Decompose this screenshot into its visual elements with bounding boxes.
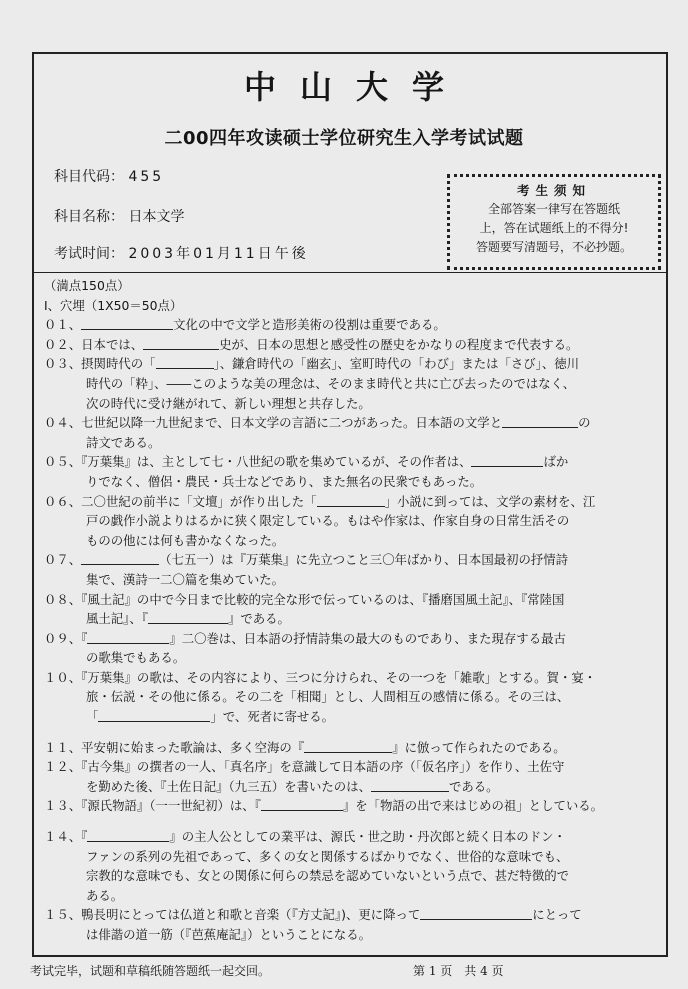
subject-code-label: 科目代码：: [54, 169, 124, 185]
university-name: 中山大学: [243, 68, 468, 106]
header-divider: [32, 272, 668, 273]
q-text: 史が、日本の思想と感受性の歴史をかなりの程度まで代表する。: [219, 336, 579, 352]
q-text: 」で、死者に寄せる。: [210, 709, 335, 725]
exam-time-value: 2003年01月11日午後: [128, 246, 309, 262]
q-text: 』を「物語の出で来はじめの祖」としている。: [342, 798, 604, 814]
answer-blank: [317, 493, 385, 507]
notice-title: 考生须知: [516, 183, 591, 198]
subject-name-value: 日本文学: [128, 209, 185, 225]
q-text: ばか: [543, 454, 569, 470]
question-10: [44, 668, 668, 688]
answer-blank: [304, 739, 392, 753]
answer-blank: [81, 316, 173, 330]
q-text-cont: りでなく、僧侶・農民・兵士などであり、また無名の民衆でもあった。: [86, 473, 483, 489]
q-text-cont: 集で、漢詩一二〇篇を集めていた。: [86, 571, 285, 587]
answer-blank: [420, 906, 532, 920]
q-text: １５、鴨長明にとっては仏道と和歌と音楽（『方丈記』)、更に降って: [44, 907, 421, 923]
q-text: 文化の中で文学と造形美術の役割は重要である。: [173, 317, 446, 333]
q-text-cont: ある。: [86, 887, 124, 903]
section-heading: Ⅰ、穴埋（1X50＝50点）: [44, 297, 183, 313]
exam-time-label: 考试时间：: [54, 246, 124, 262]
subject-name-label: 科目名称：: [54, 209, 124, 225]
question-08: [44, 590, 668, 610]
page-number: 第 1 页 共 4 页: [413, 964, 504, 978]
q-text-cont: ものの他には何も書かなくなった。: [86, 532, 285, 548]
q-text: ０１、: [44, 317, 82, 333]
q-text: ０５、『万葉集』は、主として七・八世紀の歌を集めているが、その作者は、: [44, 454, 472, 470]
q-text-cont: の歌集でもある。: [86, 650, 186, 666]
q-text: （七五一）は『万葉集』に先立つこと三〇年ばかり、日本国最初の抒情詩: [159, 552, 569, 568]
q-text: 」小説に到っては、文学の素材を、江: [384, 493, 596, 509]
q-text: １４、『: [44, 829, 88, 845]
answer-blank: [371, 778, 449, 792]
question-15: [44, 905, 668, 925]
q-text: ０４、七世紀以降一九世紀まで、日本文学の言語に二つがあった。日本語の文学と: [44, 415, 503, 431]
q-text-cont: 次の時代に受け継がれて、新しい理想と共存した。: [86, 395, 371, 411]
q-text: を勤めた後、『土佐日記』（九三五）を書いたのは、: [86, 778, 371, 794]
q-text: である。: [448, 778, 499, 794]
question-list: [44, 276, 668, 945]
q-text-cont: 宗教的な意味でも、女との関係に何らの禁忌を認めていないという点で、甚だ特徴的で: [86, 868, 569, 884]
question-14: [44, 827, 668, 847]
notice-line: 答题要写清题号，不必抄题。: [475, 240, 632, 254]
answer-blank: [98, 708, 210, 722]
question-12-cont: [44, 777, 668, 797]
q-text: ０９、『: [44, 630, 88, 646]
answer-blank: [502, 414, 578, 428]
answer-blank: [148, 610, 228, 624]
notice-line: 上，答在试题纸上的不得分!: [479, 221, 629, 235]
exam-time: [54, 243, 309, 263]
question-04: [44, 413, 668, 433]
question-01: [44, 315, 668, 335]
exam-title: 二00四年攻读硕士学位研究生入学考试试题: [164, 128, 524, 149]
score-total: （満点150点）: [44, 278, 130, 293]
q-text: 』の主人公としての業平は、源氏・世之助・丹次郎と続く日本のドン・: [169, 829, 566, 845]
question-07: [44, 550, 668, 570]
question-02: [44, 335, 668, 355]
q-text: 』に倣って作られたのである。: [392, 739, 566, 755]
question-05: [44, 452, 668, 472]
q-text: ０８、『風土記』の中で今日まで比較的完全な形で伝っているのは、『播磨国風土記』、『常陸国: [44, 591, 565, 607]
question-12: [44, 757, 668, 777]
question-08-cont: [44, 609, 668, 629]
q-text-cont: は俳諧の道一筋（『芭蕉庵記』）ということになる。: [86, 927, 371, 942]
answer-blank: [81, 551, 159, 565]
q-text-cont: 旅・伝説・その他に係る。その二を「相聞」とし、人間相互の感情に係る。その三は、: [86, 689, 570, 705]
q-text: 』二〇巻は、日本語の抒情詩集の最大のものであり、また現存する最古: [169, 630, 566, 646]
subject-code-value: 455: [128, 169, 165, 185]
q-text: ０７、: [44, 552, 82, 568]
q-text: 」、鎌倉時代の「幽玄」、室町時代の「わび」または「さび」、徳川: [213, 356, 580, 372]
answer-blank: [143, 336, 219, 350]
question-11: [44, 738, 668, 758]
q-text: の: [578, 415, 591, 431]
q-text: １３、『源氏物語』（一一世紀初）は、『: [44, 798, 261, 814]
notice-line: 全部答案一律写在答题纸: [487, 202, 620, 216]
question-10-cont: [44, 707, 668, 727]
candidate-notice-box: [447, 174, 661, 270]
answer-blank: [261, 797, 343, 811]
q-text: 』である。: [227, 611, 290, 627]
q-text-cont: ファンの系列の先祖であって、多くの女と関係するばかりでなく、世俗的な意味でも、: [86, 848, 569, 864]
subject-code: [54, 166, 164, 186]
q-text: ０２、日本では、: [44, 336, 144, 352]
answer-blank: [156, 355, 214, 369]
question-09: [44, 629, 668, 649]
q-text: ０６、二〇世紀の前半に「文壇」が作り出した「: [44, 493, 317, 509]
answer-blank: [87, 828, 169, 842]
q-text-cont: 時代の「粋」、――このような美の理念は、そのまま時代と共に亡び去ったのではなく、: [86, 375, 576, 391]
q-text: １１、平安朝に始まった歌論は、多く空海の『: [44, 739, 305, 755]
question-03: [44, 354, 668, 374]
q-text: １２、『古今集』の撰者の一人、「真名序」を意識して日本語の序（「仮名序」）を作り、土佐守: [44, 759, 565, 775]
subject-name: [54, 206, 184, 226]
q-text-cont: 戸の戯作小説よりはるかに狭く限定している。もはや作家は、作家自身の日常生活その: [86, 513, 570, 529]
q-text: にとって: [532, 907, 582, 923]
q-text: ０３、摂関時代の「: [44, 356, 156, 372]
footer-instruction: 考试完毕，试题和草稿纸随答题纸一起交回。: [30, 964, 271, 978]
answer-blank: [471, 453, 543, 467]
q-text: １０、『万葉集』の歌は、その内容により、三つに分けられ、その一つを「雑歌」とする。賀・宴・: [44, 669, 597, 685]
q-text: 「: [86, 709, 99, 725]
q-text-cont: 詩文である。: [86, 434, 161, 450]
q-text: 風土記』、『: [86, 611, 148, 627]
question-06: [44, 492, 668, 512]
answer-blank: [87, 630, 169, 644]
question-13: [44, 796, 668, 816]
